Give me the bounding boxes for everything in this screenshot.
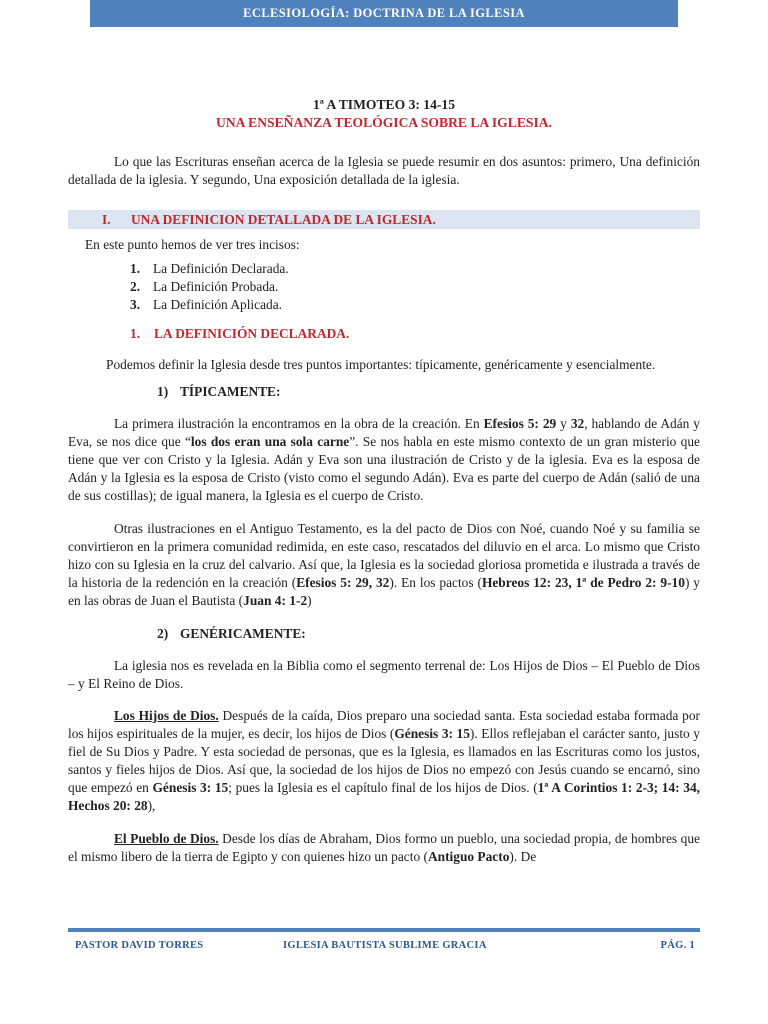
incisos-list	[68, 260, 700, 314]
point-heading-tipicamente	[68, 383, 700, 401]
document-title: 1ª A TIMOTEO 3: 14-15	[312, 97, 456, 112]
section-number: I.	[102, 212, 111, 227]
point-title: TÍPICAMENTE:	[180, 384, 281, 399]
paragraph-genericamente: La iglesia nos es revelada en la Biblia como el segmento terrenal de: Los Hijos de Dios – El Pueblo de Dios – y El Reino de Dios.	[68, 658, 700, 691]
list-item	[68, 278, 700, 296]
list-item-text: La Definición Aplicada.	[153, 297, 283, 312]
paragraph-pueblo-de-dios: El Pueblo de Dios. Desde los días de Abraham, Dios formo un pueblo, una sociedad propia, de hombres que el mismo libero de la tierra de Egipto y con quienes hizo un pacto (Antiguo Pacto). De	[68, 831, 700, 864]
subsection-paragraph: Podemos definir la Iglesia desde tres puntos importantes: típicamente, genéricamente y esencialmente.	[106, 357, 656, 372]
point-heading-genericamente	[68, 625, 700, 643]
document-body	[68, 96, 700, 866]
paragraph-tipicamente-1: La primera ilustración la encontramos en la obra de la creación. En Efesios 5: 29 y 32, hablando de Adán y Eva, se nos dice que “los dos eran una sola carne”. Se nos habla en este mismo contexto de un gran misterio que tiene que ver con Cristo y la Iglesia. Adán y Eva son una ilustración de Cristo y de la iglesia. Eva es la esposa de Adán y la Iglesia es la esposa de Cristo (visto como el segundo Adán). Eva es parte del cuerpo de Adán (salió de una de sus costillas); de igual manera, la Iglesia es el cuerpo de Cristo.	[68, 416, 700, 503]
section-title: UNA DEFINICION DETALLADA DE LA IGLESIA.	[131, 212, 436, 227]
list-item-number: 3.	[130, 297, 141, 312]
point-number: 2)	[157, 626, 169, 641]
footer-page-number: PÁG. 1	[660, 940, 695, 951]
point-number: 1)	[157, 384, 169, 399]
subsection-number: 1.	[130, 326, 141, 341]
intro-paragraph: Lo que las Escrituras enseñan acerca de la Iglesia se puede resumir en dos asuntos: primero, Una definición detallada de la iglesia. Y segundo, Una exposición detallada de la iglesia.	[68, 154, 700, 187]
list-item-number: 2.	[130, 279, 141, 294]
list-item	[68, 296, 700, 314]
point-title: GENÉRICAMENTE:	[180, 626, 306, 641]
subsection-heading	[68, 325, 700, 343]
page-header-title: ECLESIOLOGÍA: DOCTRINA DE LA IGLESIA	[90, 0, 678, 27]
footer-divider	[68, 928, 700, 932]
footer-author: PASTOR DAVID TORRES	[75, 940, 204, 951]
page-footer	[75, 940, 695, 954]
paragraph-hijos-de-dios: Los Hijos de Dios. Después de la caída, Dios preparo una sociedad santa. Esta sociedad estaba formada por los hijos espirituales de la mujer, es decir, los hijos de Dios (Génesis 3: 15). Ellos reflejaban el carácter santo, justo y fiel de Su Dios y Padre. Y esta sociedad de personas, que es la Iglesia, es llamados en las Escrituras como los justos, santos y fieles hijos de Dios. Así que, la sociedad de los hijos de Dios no empezó con Jesús cuando se encarnó, sino que empezó en Génesis 3: 15; pues la Iglesia es el capítulo final de los hijos de Dios. (1ª A Corintios 1: 2-3; 14: 34, Hechos 20: 28),	[68, 708, 701, 813]
footer-church: IGLESIA BAUTISTA SUBLIME GRACIA	[283, 940, 487, 951]
list-item-number: 1.	[130, 261, 141, 276]
subsection-title: LA DEFINICIÓN DECLARADA.	[154, 326, 350, 341]
section-lead: En este punto hemos de ver tres incisos:	[85, 237, 300, 252]
section-heading	[68, 210, 700, 229]
list-item	[68, 260, 700, 278]
paragraph-tipicamente-2: Otras ilustraciones en el Antiguo Testamento, es la del pacto de Dios con Noé, cuando Noé y su familia se convirtieron en la primera comunidad redimida, en este caso, rescatados del diluvio en el arca. Lo mismo que Cristo hizo con su Iglesia en la cruz del calvario. Así que, la Iglesia es la sociedad gloriosa prometida e ilustrada a través de la historia de la redención en la creación (Efesios 5: 29, 32). En los pactos (Hebreos 12: 23, 1ª de Pedro 2: 9-10) y en las obras de Juan el Bautista (Juan 4: 1-2)	[68, 521, 701, 608]
list-item-text: La Definición Declarada.	[153, 261, 289, 276]
document-subtitle: UNA ENSEÑANZA TEOLÓGICA SOBRE LA IGLESIA.	[216, 115, 552, 130]
list-item-text: La Definición Probada.	[153, 279, 279, 294]
